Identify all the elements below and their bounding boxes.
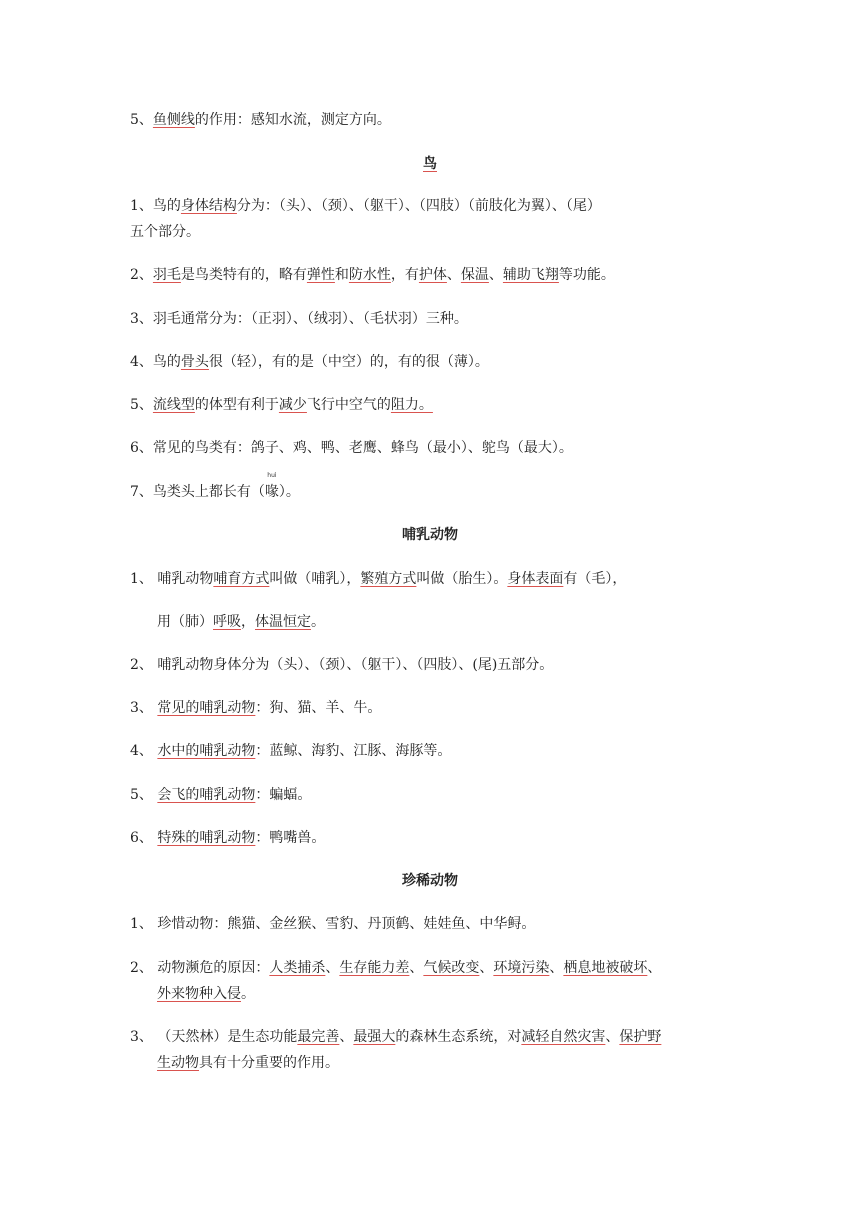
bird-item-2	[130, 265, 615, 285]
underlined-term: 水中的哺乳动物	[157, 743, 256, 759]
text: 4、	[130, 743, 158, 759]
text: 是鸟类特有的，略有	[180, 267, 307, 283]
mammal-item-1	[130, 569, 626, 589]
underlined-term: 减轻自然灾害	[521, 1029, 606, 1045]
mammal-item-2: 2、 哺乳动物身体分为（头）、（颈）、（躯干）、（四肢）、(尾)五部分。	[130, 657, 554, 673]
bird-item-3: 3、羽毛通常分为：（正羽）、（绒羽）、（毛状羽）三种。	[130, 311, 468, 327]
underlined-term: 常见的哺乳动物	[157, 700, 256, 716]
mammal-item-1-cont	[157, 612, 325, 632]
underlined-term: 体温恒定	[255, 614, 311, 630]
underlined-term: 生动物	[157, 1055, 199, 1071]
bird-item-5	[130, 395, 433, 415]
text: 4、鸟的	[130, 354, 181, 370]
underlined-term: 骨头	[180, 354, 209, 370]
bird-item-6: 6、常见的鸟类有：鸽子、鸡、鸭、老鹰、蜂鸟（最小）、鸵鸟（最大）。	[130, 440, 573, 456]
rare-item-2	[130, 958, 661, 978]
fish-item-5	[130, 110, 391, 130]
underlined-term: 身体结构	[180, 198, 237, 214]
underlined-term: 最完善	[297, 1029, 340, 1045]
text: 叫做（哺乳），	[269, 571, 361, 587]
underlined-term: 身体表面	[507, 571, 564, 587]
text: ：蝙蝠。	[255, 787, 312, 803]
text: 。	[241, 986, 255, 1002]
underlined-term: 特殊的哺乳动物	[157, 830, 256, 846]
text: ：蓝鲸、海豹、江豚、海豚等。	[255, 743, 452, 759]
text: 的作用：感知水流，测定方向。	[194, 112, 391, 128]
underlined-term: 护体	[418, 267, 447, 283]
underlined-term: 鱼侧线	[152, 112, 195, 128]
text: 、	[605, 1029, 620, 1045]
underlined-term: 弹性	[306, 267, 335, 283]
text: 3、	[130, 700, 158, 716]
text: ）。	[278, 484, 300, 500]
underlined-term: 防水性	[348, 267, 391, 283]
text: 、	[479, 960, 494, 976]
section-heading-rare-animals: 珍稀动物	[402, 873, 458, 889]
text: 。	[311, 614, 325, 630]
bird-item-4	[130, 352, 489, 372]
underlined-term: 减少	[278, 397, 307, 413]
underlined-term: 保温	[460, 267, 489, 283]
bird-item-1-cont	[130, 222, 200, 242]
mammal-item-3	[130, 698, 381, 718]
heading-text: 鸟	[423, 156, 437, 172]
bird-item-1	[130, 196, 601, 216]
text: 、	[339, 1029, 354, 1045]
underlined-term: 流线型	[152, 397, 195, 413]
underlined-term: 辅助飞翔	[502, 267, 559, 283]
text: 、	[549, 960, 564, 976]
text: 的体型有利于	[194, 397, 279, 413]
rare-item-3-cont	[157, 1053, 339, 1073]
text: 3、 （天然林）是生态功能	[130, 1029, 298, 1045]
bird-item-7	[130, 472, 300, 502]
text: 用（肺）	[157, 614, 213, 630]
mammal-item-6	[130, 828, 325, 848]
text: 2、	[130, 267, 153, 283]
section-heading-bird	[0, 154, 860, 174]
underlined-term: 生存能力差	[339, 960, 410, 976]
text: 和	[334, 267, 349, 283]
text: 5、	[130, 112, 153, 128]
text: 2、 动物濒危的原因：	[130, 960, 270, 976]
text: ，	[241, 614, 255, 630]
text: 等功能。	[558, 267, 615, 283]
text: 具有十分重要的作用。	[199, 1055, 339, 1071]
text: 1、 哺乳动物	[130, 571, 214, 587]
text: 飞行中空气的	[306, 397, 391, 413]
underlined-term: 会飞的哺乳动物	[157, 787, 256, 803]
section-heading-mammal: 哺乳动物	[402, 527, 458, 543]
underlined-term: 最强大	[353, 1029, 396, 1045]
rare-item-1: 1、 珍惜动物：熊猫、金丝猴、雪豹、丹顶鹤、娃娃鱼、中华鲟。	[130, 916, 536, 932]
text: ：狗、猫、羊、牛。	[255, 700, 382, 716]
text: 很（轻），有的是（中空）的，有的很（薄）。	[208, 354, 489, 370]
text: 五个部分。	[130, 224, 200, 240]
underlined-term: 哺育方式	[213, 571, 270, 587]
underlined-term: 人类捕杀	[269, 960, 326, 976]
text: 有（毛），	[563, 571, 627, 587]
underlined-term: 呼吸	[213, 614, 241, 630]
mammal-item-5	[130, 785, 311, 805]
rare-item-2-cont	[157, 984, 255, 1004]
text: 分为：（头）、（颈）、（躯干）、（四肢）（前肢化为翼）、（尾）	[236, 198, 601, 214]
text: ，有	[390, 267, 419, 283]
underlined-term: 繁殖方式	[360, 571, 417, 587]
text: 、	[325, 960, 340, 976]
text: 5、	[130, 397, 153, 413]
ruby-character	[264, 472, 279, 502]
text: 5、	[130, 787, 158, 803]
underlined-term: 环境污染	[493, 960, 550, 976]
text: 、	[488, 267, 503, 283]
rare-item-3	[130, 1027, 661, 1047]
text: 1、鸟的	[130, 198, 181, 214]
pinyin-annotation: huì	[267, 472, 277, 479]
underlined-term: 阻力。	[390, 397, 433, 413]
mammal-item-4	[130, 741, 451, 761]
underlined-term: 栖息地被破坏	[563, 960, 648, 976]
underlined-term: 羽毛	[152, 267, 181, 283]
underlined-term: 气候改变	[423, 960, 480, 976]
text: 的森林生态系统，对	[395, 1029, 522, 1045]
text: 、	[446, 267, 461, 283]
underlined-term: 外来物种入侵	[157, 986, 241, 1002]
text: 6、	[130, 830, 158, 846]
text: ：鸭嘴兽。	[255, 830, 326, 846]
text: 7、鸟类头上都长有（	[130, 484, 265, 500]
text: 叫做（胎生）。	[416, 571, 508, 587]
text: 喙	[264, 484, 279, 500]
text: 、	[647, 960, 662, 976]
underlined-term: 保护野	[619, 1029, 662, 1045]
text: 、	[409, 960, 424, 976]
